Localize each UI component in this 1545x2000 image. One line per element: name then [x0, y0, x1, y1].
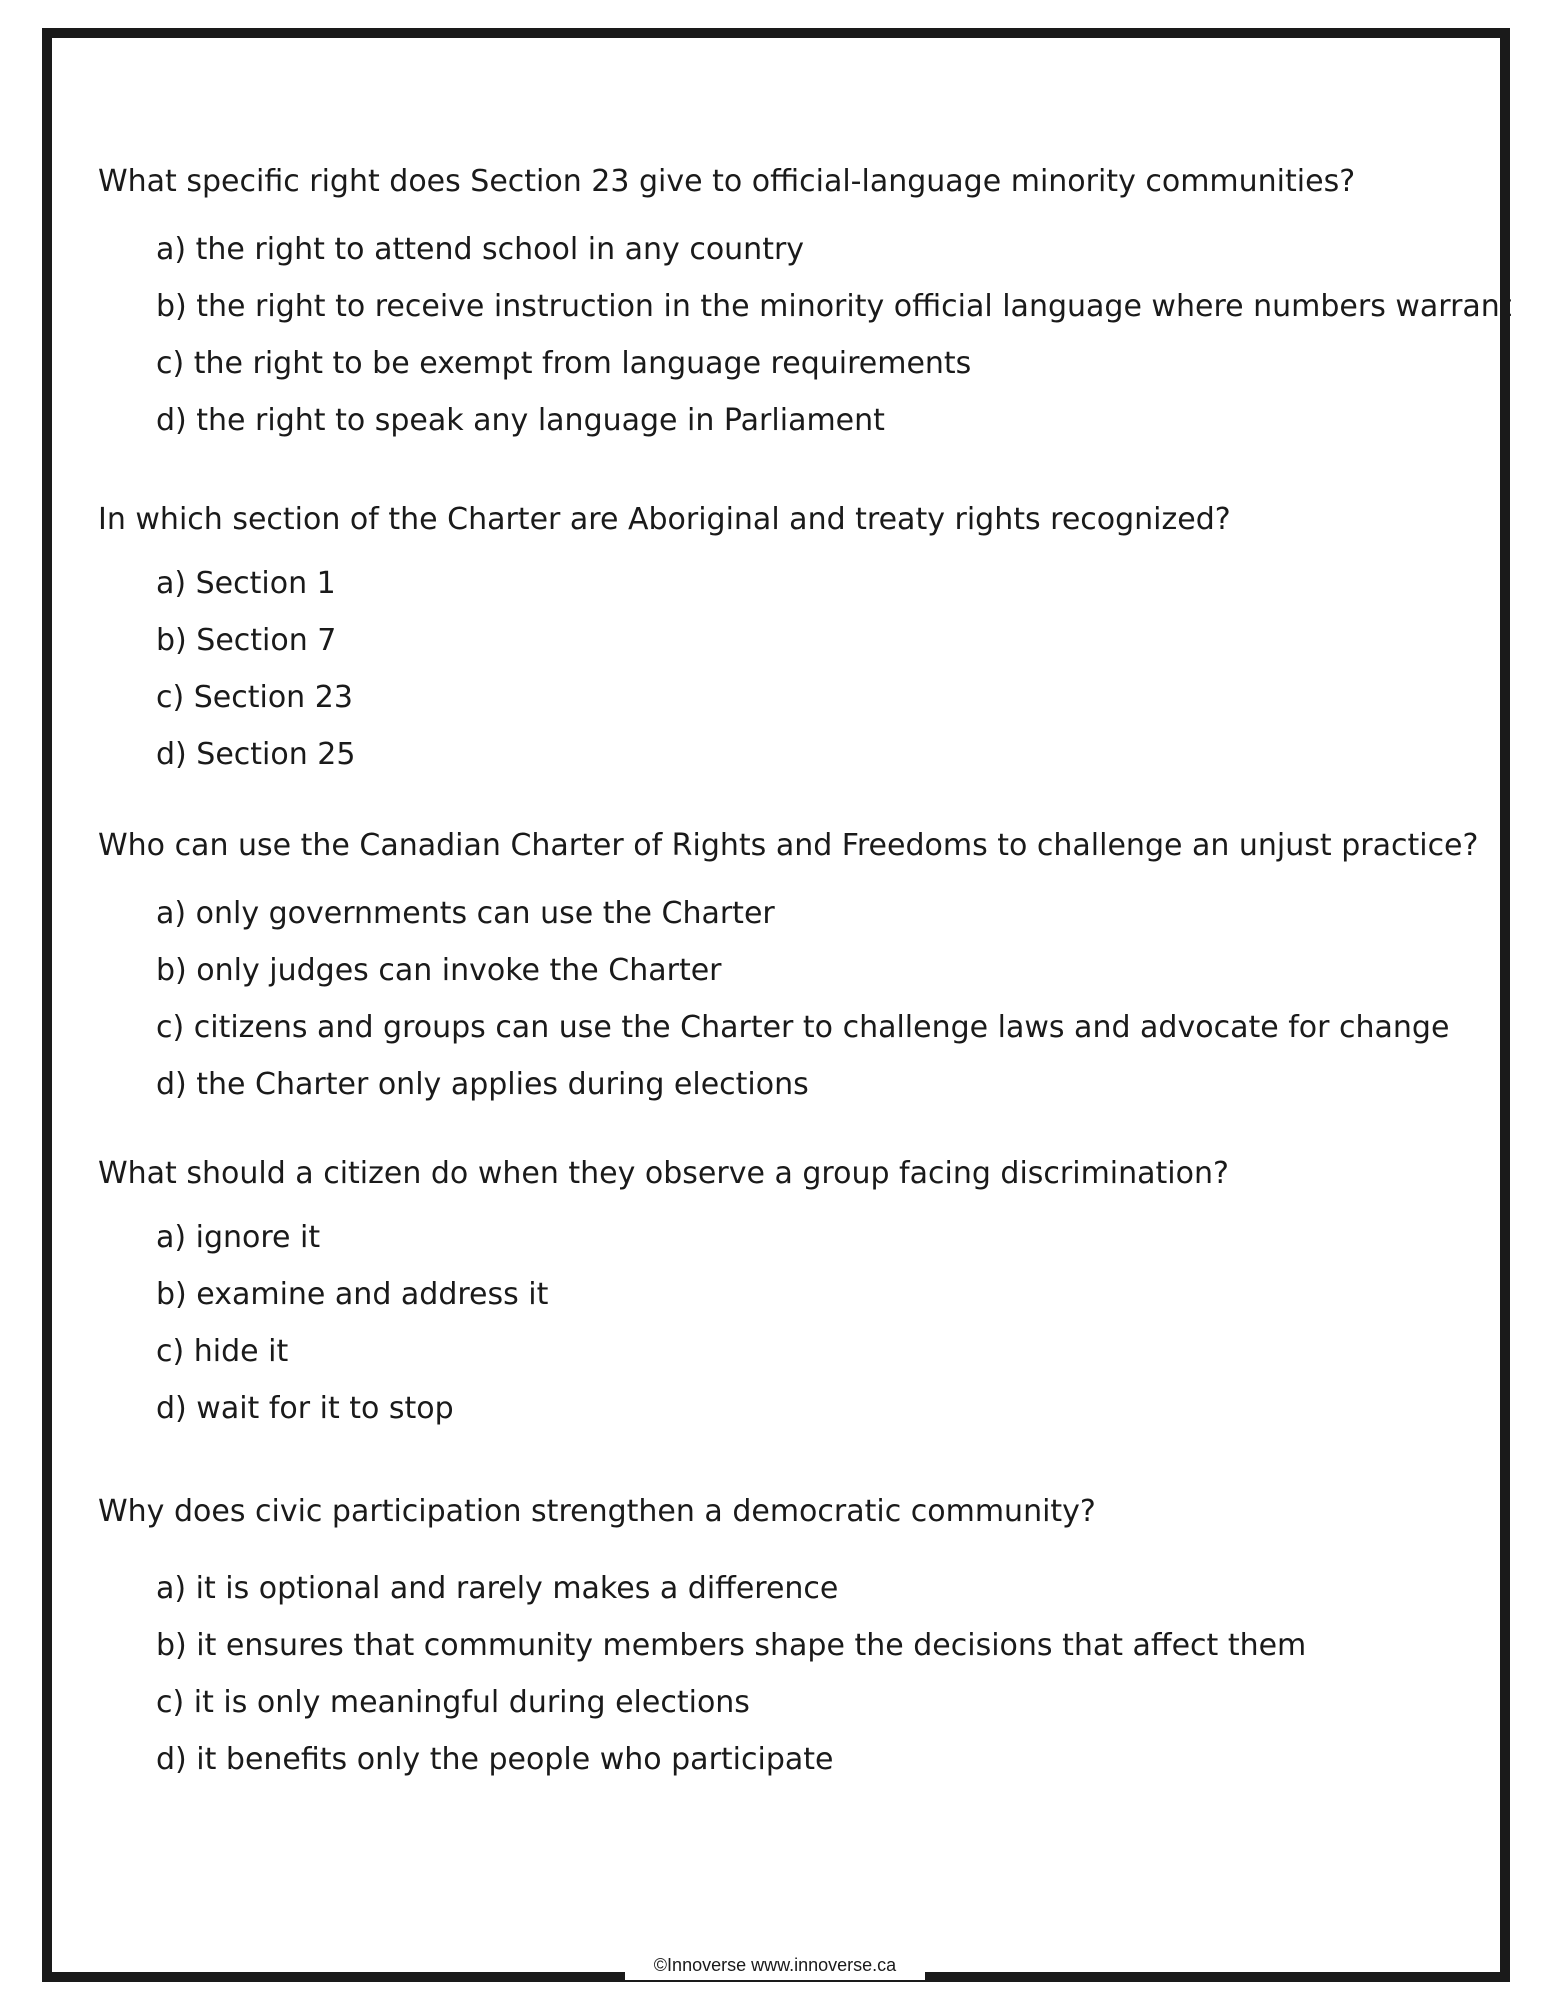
question-1-option-a: a) the right to attend school in any country — [156, 232, 805, 267]
footer-copyright: ©Innoverse www.innoverse.ca — [625, 1950, 925, 1980]
question-3-option-a: a) only governments can use the Charter — [156, 896, 775, 931]
question-1-option-b: b) the right to receive instruction in the minority official language where numbers warrant — [156, 289, 1512, 324]
question-2-option-b: b) Section 7 — [156, 623, 337, 658]
question-3-text: Who can use the Canadian Charter of Rights and Freedoms to challenge an unjust practice? — [98, 828, 1479, 863]
question-3-option-d: d) the Charter only applies during elections — [156, 1067, 809, 1102]
question-3-option-c: c) citizens and groups can use the Charter to challenge laws and advocate for change — [156, 1010, 1450, 1045]
question-1 — [98, 164, 1512, 438]
question-5-option-a: a) it is optional and rarely makes a difference — [156, 1571, 839, 1606]
question-4-option-b: b) examine and address it — [156, 1277, 549, 1312]
question-5-option-c: c) it is only meaningful during elections — [156, 1685, 750, 1720]
question-5-text: Why does civic participation strengthen a democratic community? — [98, 1494, 1096, 1529]
question-1-option-d: d) the right to speak any language in Parliament — [156, 403, 885, 438]
question-5 — [98, 1494, 1478, 1777]
question-2-text: In which section of the Charter are Aboriginal and treaty rights recognized? — [98, 502, 1231, 537]
question-4-text: What should a citizen do when they observe a group facing discrimination? — [98, 1156, 1229, 1191]
question-2-option-d: d) Section 25 — [156, 737, 356, 772]
question-1-text: What specific right does Section 23 give to official-language minority communities? — [98, 164, 1356, 199]
question-2-option-a: a) Section 1 — [156, 566, 336, 601]
question-5-option-d: d) it benefits only the people who participate — [156, 1742, 834, 1777]
question-1-option-c: c) the right to be exempt from language requirements — [156, 346, 972, 381]
question-2-option-c: c) Section 23 — [156, 680, 353, 715]
question-3-option-b: b) only judges can invoke the Charter — [156, 953, 722, 988]
question-5-option-b: b) it ensures that community members shape the decisions that affect them — [156, 1628, 1307, 1663]
question-4-option-a: a) ignore it — [156, 1220, 321, 1255]
question-4 — [98, 1156, 1478, 1426]
question-3 — [98, 828, 1479, 1102]
question-2 — [98, 502, 1478, 772]
question-4-option-c: c) hide it — [156, 1334, 289, 1369]
question-4-option-d: d) wait for it to stop — [156, 1391, 454, 1426]
